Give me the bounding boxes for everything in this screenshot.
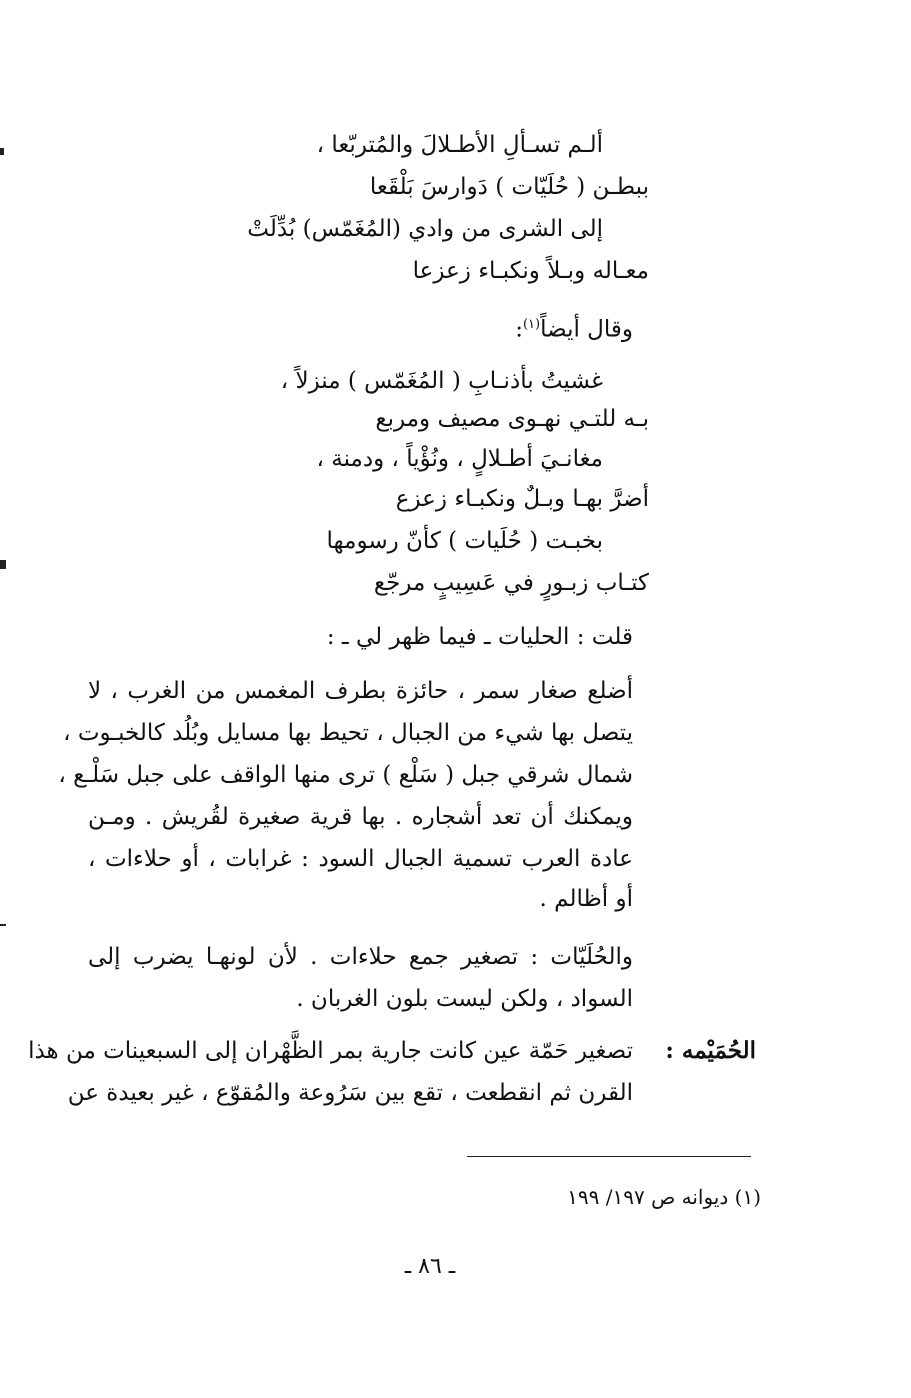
footnote-rule (467, 1156, 751, 1157)
scan-edge-mark (0, 560, 6, 569)
para1-line-5: عادة العرب تسمية الجبال السود : غرابات ، أو حلاءات ، (88, 846, 633, 872)
para1-line-4: ويمكنك أن تعد أشجاره . بها قرية صغيرة لقُريش . ومـن (88, 804, 633, 830)
verse-1-second-hemistich: ببطـن ( حُلَيّات ) دَوارسَ بَلْقَعا (369, 174, 649, 200)
para2-line-2: السواد ، ولكن ليست بلون الغربان . (296, 986, 633, 1012)
para1-line-1: أضلع صغار سمر ، حائزة بطرف المغمس من الغرب ، لا (88, 678, 633, 704)
para2-line-1: والحُلَيّات : تصغير جمع حلاءات . لأن لونهـا يضرب إلى (88, 944, 633, 970)
verse-2-first-hemistich: إلى الشرى من وادي (المُغَمّس) بُدِّلَتْ (247, 216, 603, 242)
note-heading: قلت : الحليات ـ فيما ظهر لي ـ : (326, 624, 633, 650)
footnote-ref: (١) (522, 317, 541, 332)
entry-line-2: القرن ثم انقطعت ، تقع بين سَرُوعة والمُقوّع ، غير بعيدة عن (67, 1080, 633, 1106)
intro-line (213, 308, 633, 347)
intro-colon: : (515, 316, 523, 343)
scan-edge-mark (0, 924, 6, 926)
verse2-1-second-hemistich: بـه للتـي نهـوى مصيف ومربع (375, 406, 649, 432)
intro-text: وقال أيضاً (540, 316, 633, 343)
verse2-2-first-hemistich: مغانـيَ أطـلالٍ ، ونُؤْياً ، ودمنة ، (316, 446, 603, 472)
para1-line-3: شمال شرقي جبل ( سَلْع ) ترى منها الواقف على جبل سَلْـع ، (58, 762, 633, 788)
verse-2-second-hemistich: معـاله وبـلاً ونكبـاء زعزعا (412, 258, 649, 284)
entry-line-1: تصغير حَمّة عين كانت جارية بمر الظَّهْران إلى السبعينات من هذا (28, 1038, 633, 1064)
para1-line-6: أو أظالم . (539, 886, 633, 912)
verse2-1-first-hemistich: غشيتُ بأذنـابِ ( المُغَمّس ) منزلاً ، (280, 368, 603, 394)
verse2-3-first-hemistich: بخبـت ( حُلَيات ) كأنّ رسومها (326, 528, 603, 554)
footnote: (١) ديوانه ص ١٩٧/ ١٩٩ (567, 1185, 761, 1209)
para1-line-2: يتصل بها شيء من الجبال ، تحيط بها مسايل وبُلُد كالخبـوت ، (63, 720, 633, 746)
verse2-3-second-hemistich: كتـاب زبـورٍ في عَسِيبٍ مرجّع (373, 570, 649, 596)
page-number: ـ ٨٦ ـ (404, 1254, 456, 1279)
verse-1-first-hemistich: ألـم تسـألِ الأطـلالَ والمُتربّعا ، (316, 132, 603, 158)
verse2-2-second-hemistich: أضرَّ بهـا وبـلٌ ونكبـاء زعزع (395, 486, 649, 512)
scan-edge-mark (0, 148, 4, 155)
entry-term: الحُمَيْمه : (665, 1037, 756, 1064)
